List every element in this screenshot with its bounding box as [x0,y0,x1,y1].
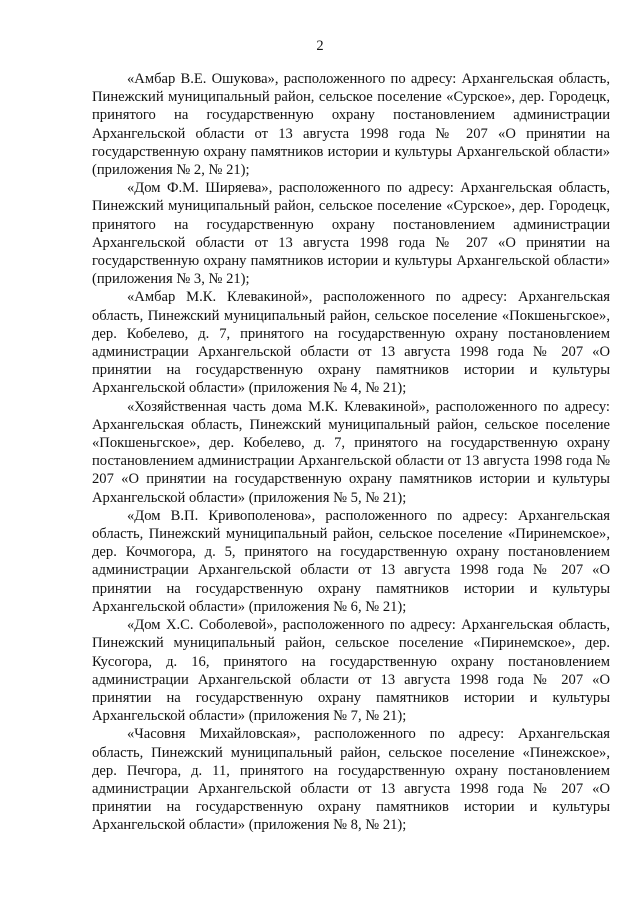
paragraph-dom-shiryaeva: «Дом Ф.М. Ширяева», расположенного по адресу: Архангельская область, Пинежский муниципальный район, сельское поселение «Сурское», дер. Городецк, принятого на государственную охрану постановлением администрации Архангельской области от 13 августа 1998 года № 207 «О принятии на государственную охрану памятников истории и культуры Архангельской области» (приложения № 3, № 21); [92,180,610,288]
paragraph-ambar-klevakinoy: «Амбар М.К. Клевакиной», расположенного по адресу: Архангельская область, Пинежский муниципальный район, сельское поселение «Покшеньгское», дер. Кобелево, д. 7, принятого на государственную охрану постановлением администрации Архангельской области от 13 августа 1998 года № 207 «О принятии на государственную охрану памятников истории и культуры Архангельской области» (приложения № 4, № 21); [92,289,610,397]
paragraph-dom-sobolevoy: «Дом Х.С. Соболевой», расположенного по адресу: Архангельская область, Пинежский муниципальный район, сельское поселение «Пиринемское», дер. Кусогора, д. 16, принятого на государственную охрану постановлением администрации Архангельской области от 13 августа 1998 года № 207 «О принятии на государственную охрану памятников истории и культуры Архангельской области» (приложения № 7, № 21); [92,617,610,725]
paragraph-ambar-oshukova: «Амбар В.Е. Ошукова», расположенного по адресу: Архангельская область, Пинежский муниципальный район, сельское поселение «Сурское», дер. Городецк, принятого на государственную охрану постановлением администрации Архангельской области от 13 августа 1998 года № 207 «О принятии на государственную охрану памятников истории и культуры Архангельской области» (приложения № 2, № 21); [92,71,610,179]
paragraph-dom-krivopolenova: «Дом В.П. Кривополенова», расположенного по адресу: Архангельская область, Пинежский муниципальный район, сельское поселение «Пиринемское», дер. Кочмогора, д. 5, принятого на государственную охрану постановлением администрации Архангельской области от 13 августа 1998 года № 207 «О принятии на государственную охрану памятников истории и культуры Архангельской области» (приложения № 6, № 21); [92,507,610,615]
paragraph-khozyaystvennaya-chast: «Хозяйственная часть дома М.К. Клевакиной», расположенного по адресу: Архангельская область, Пинежский муниципальный район, сельское поселение «Покшеньгское», дер. Кобелево, д. 7, принятого на государственную охрану постановлением администрации Архангельской области от 13 августа 1998 года № 207 «О принятии на государственную охрану памятников истории и культуры Архангельской области» (приложения № 5, № 21); [92,398,610,506]
paragraph-chasovnya-mikhaylovskaya: «Часовня Михайловская», расположенного по адресу: Архангельская область, Пинежский муниципальный район, сельское поселение «Пинежское», дер. Печгора, д. 11, принятого на государственную охрану постановлением администрации Архангельской области от 13 августа 1998 года № 207 «О принятии на государственную охрану памятников истории и культуры Архангельской области» (приложения № 8, № 21); [92,726,610,834]
page-number: 2 [316,38,324,54]
document-body [92,70,610,835]
